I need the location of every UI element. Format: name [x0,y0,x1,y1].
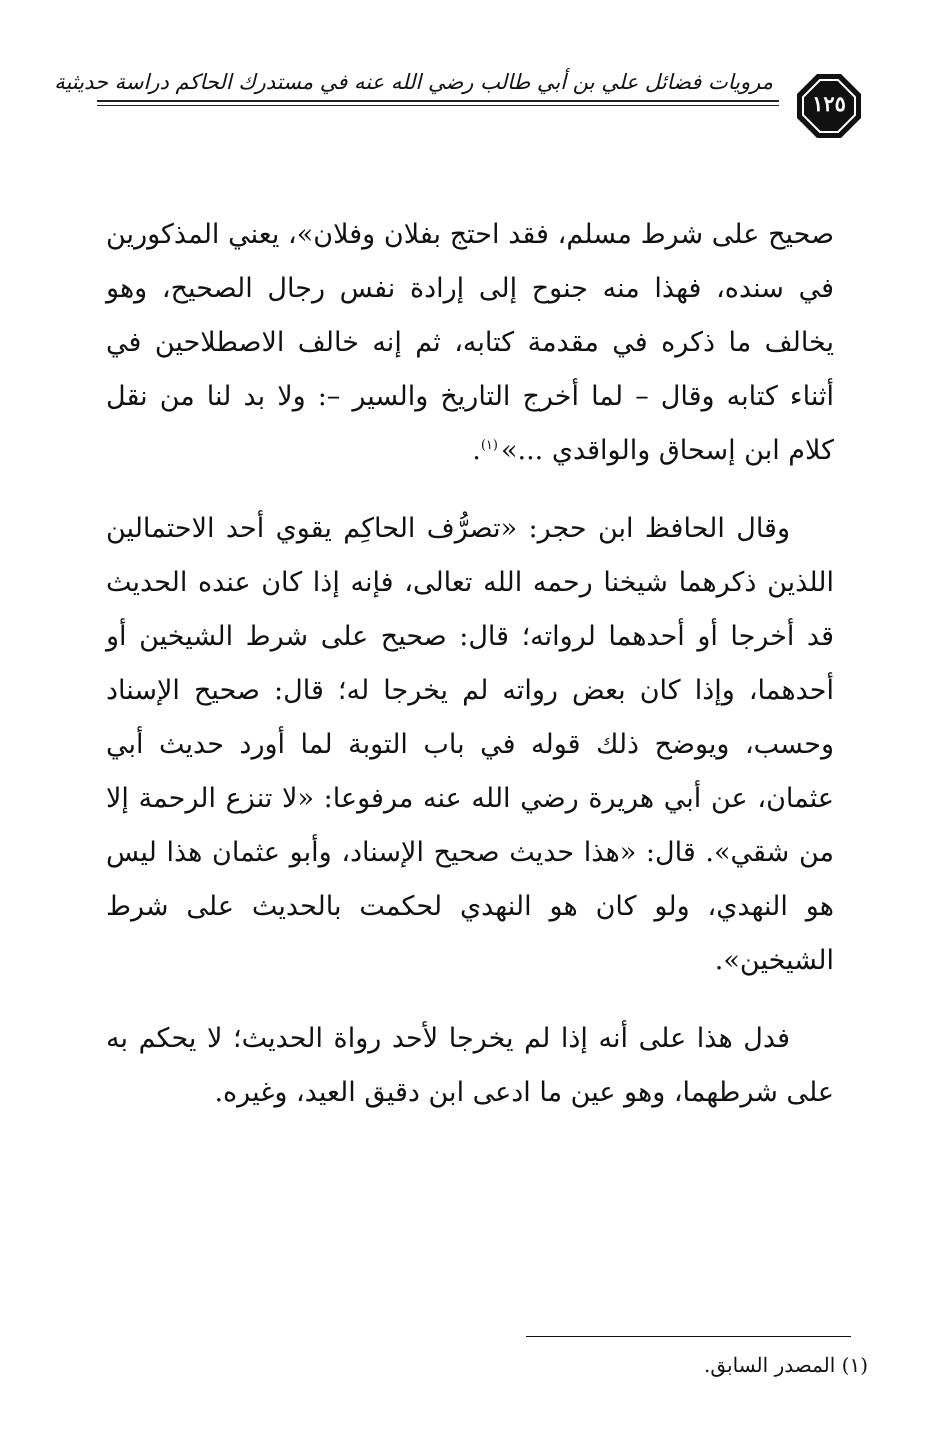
paragraph-1-text: صحيح على شرط مسلم، فقد احتج بفلان وفلان»، يعني المذكورين في سنده، فهذا منه جنوح إلى إرادة نفس رجال الصحيح، وهو يخالف ما ذكره في مقدمة كتابه، ثم إنه خالف الاصطلاحين في أثناء كتابه وقال – لما أخرج التاريخ والسير –: ولا بد لنا من نقل كلام ابن إسحاق والواقدي ...» [106,219,834,466]
header-rule-bottom [97,105,779,106]
footnote-1: (١) المصدر السابق. [704,1353,868,1377]
footnote-divider [526,1336,851,1337]
header-title: مرويات فضائل علي بن أبي طالب رضي الله عنه في مستدرك الحاكم دراسة حديثية [54,70,773,94]
header-rule-top [97,100,779,102]
paragraph-3: فدل هذا على أنه إذا لم يخرجا لأحد رواة الحديث؛ لا يحكم به على شرطهما، وهو عين ما ادعى ابن دقيق العيد، وغيره. [106,1023,834,1108]
footnote-reference: (١) [480,438,498,453]
page-number: ١٢٥ [812,91,846,116]
paragraph-2: وقال الحافظ ابن حجر: «تصرُّف الحاكِم يقوي أحد الاحتمالين اللذين ذكرهما شيخنا رحمه الله تعالى، فإنه إذا كان عنده الحديث قد أخرجا أو أحدهما لرواته؛ قال: صحيح على شرط الشيخين أو أحدهما، وإذا كان بعض رواته لم يخرجا له؛ قال: صحيح الإسناد وحسب، ويوضح ذلك قوله في باب التوبة لما أورد حديث أبي عثمان، عن أبي هريرة رضي الله عنه مرفوعا: «لا تنزع الرحمة إلا من شقي». قال: «هذا حديث صحيح الإسناد، وأبو عثمان هذا ليس هو النهدي، ولو كان هو النهدي لحكمت بالحديث على شرط الشيخين». [106,513,834,976]
paragraph-1 [106,208,834,478]
running-header [54,60,865,116]
paragraph-1-end-punctuation: . [472,435,481,466]
page-number-badge [793,70,865,142]
main-text [106,208,834,1120]
